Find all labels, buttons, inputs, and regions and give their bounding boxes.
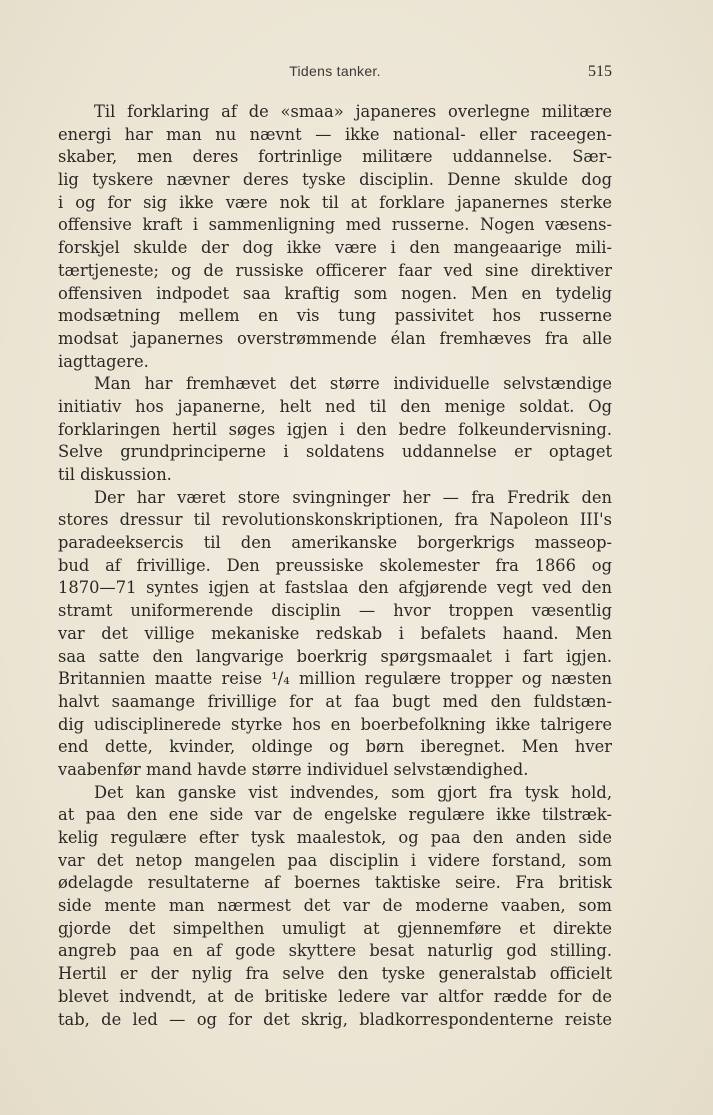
text-line: blevet indvendt, at de britiske ledere var altfor rædde for de	[58, 986, 612, 1006]
text-line: initiativ hos japanerne, helt ned til den menige soldat. Og	[58, 396, 612, 416]
text-line: Britannien maatte reise ¹/₄ million regulære tropper og næsten	[58, 669, 612, 689]
paragraph	[58, 373, 612, 486]
paragraph	[58, 782, 612, 1032]
text-line: var det villige mekaniske redskab i befalets haand. Men	[58, 623, 612, 643]
page-header	[58, 63, 612, 83]
text-line: gjorde det simpelthen umuligt at gjennemføre et direkte	[58, 918, 612, 938]
text-line: dig udisciplinerede styrke hos en boerbefolkning ikke talrigere	[58, 714, 612, 734]
text-line: modsat japanernes overstrømmende élan fremhæves fra alle	[58, 328, 612, 348]
text-line: end dette, kvinder, oldinge og børn iberegnet. Men hver	[58, 737, 612, 757]
text-line: Man har fremhævet det større individuelle selvstændige	[94, 374, 612, 394]
text-line: Til forklaring af de «smaa» japaneres overlegne militære	[94, 102, 612, 121]
text-line: stores dressur til revolutionskonskriptionen, fra Napoleon III's	[58, 510, 612, 530]
text-line: Der har været store svingninger her — fra Fredrik den	[94, 487, 612, 507]
text-line: energi har man nu nævnt — ikke national- eller raceegen-	[58, 124, 612, 144]
text-line: vaabenfør mand havde større individuel selvstændighed.	[58, 759, 529, 779]
text-line: stramt uniformerende disciplin — hvor troppen væsentlig	[58, 601, 612, 621]
text-line: forskjel skulde der dog ikke være i den mangeaarige mili-	[58, 238, 612, 258]
text-line: Det kan ganske vist indvendes, som gjort fra tysk hold,	[94, 782, 612, 802]
text-line: at paa den ene side var de engelske regulære ikke tilstræk-	[58, 805, 612, 825]
text-line: Hertil er der nylig fra selve den tyske generalstab officielt	[58, 964, 612, 984]
text-line: paradeekserсis til den amerikanske borgerkrigs masseop-	[58, 533, 612, 553]
text-line: var det netop mangelen paa disciplin i videre forstand, som	[58, 850, 612, 870]
text-line: Selve grundprinciperne i soldatens uddannelse er optaget	[58, 442, 612, 462]
text-line: offensiven indpodet saa kraftig som nogen. Men en tydelig	[58, 283, 612, 303]
body-text	[58, 101, 612, 1031]
text-line: kelig regulære efter tysk maalestok, og paa den anden side	[58, 828, 612, 847]
text-line: side mente man nærmest det var de moderne vaaben, som	[58, 896, 612, 916]
text-line: iagttagere.	[58, 351, 149, 371]
text-line: modsætning mellem en vis tung passivitet hos russerne	[58, 306, 612, 326]
text-line: skaber, men deres fortrinlige militære uddannelse. Sær-	[58, 147, 612, 167]
text-line: offensive kraft i sammenligning med russerne. Nogen væsens-	[58, 215, 612, 235]
text-line: ødelagde resultaterne af boernes taktiske seire. Fra britisk	[58, 873, 612, 893]
text-line: angreb paa en af gode skyttere besat naturlig god stilling.	[58, 941, 612, 961]
paragraph	[58, 101, 612, 373]
text-line: i og for sig ikke være nok til at forklare japanernes sterke	[58, 192, 612, 212]
text-line: til diskussion.	[58, 465, 172, 484]
text-line: bud af frivillige. Den preussiske skolemester fra 1866 og	[58, 555, 612, 575]
text-line: halvt saamange frivillige for at faa bugt med den fuldstæn-	[58, 691, 612, 711]
text-line: tærtjeneste; og de russiske officerer faar ved sine direktiver	[58, 260, 612, 280]
page-number: 515	[588, 63, 612, 80]
text-line: forklaringen hertil søges igjen i den bedre folkeundervisning.	[58, 419, 612, 439]
running-title: Tidens tanker.	[289, 63, 381, 79]
text-line: saa satte den langvarige boerkrig spørgsmaalet i fart igjen.	[58, 646, 612, 666]
paragraph	[58, 487, 612, 782]
text-line: 1870—71 syntes igjen at fastslaa den afgjørende vegt ved den	[58, 578, 612, 598]
text-line: lig tyskere nævner deres tyske disciplin. Denne skulde dog	[58, 170, 612, 190]
text-line: tab, de led — og for det skrig, bladkorrespondenterne reiste	[58, 1009, 612, 1029]
